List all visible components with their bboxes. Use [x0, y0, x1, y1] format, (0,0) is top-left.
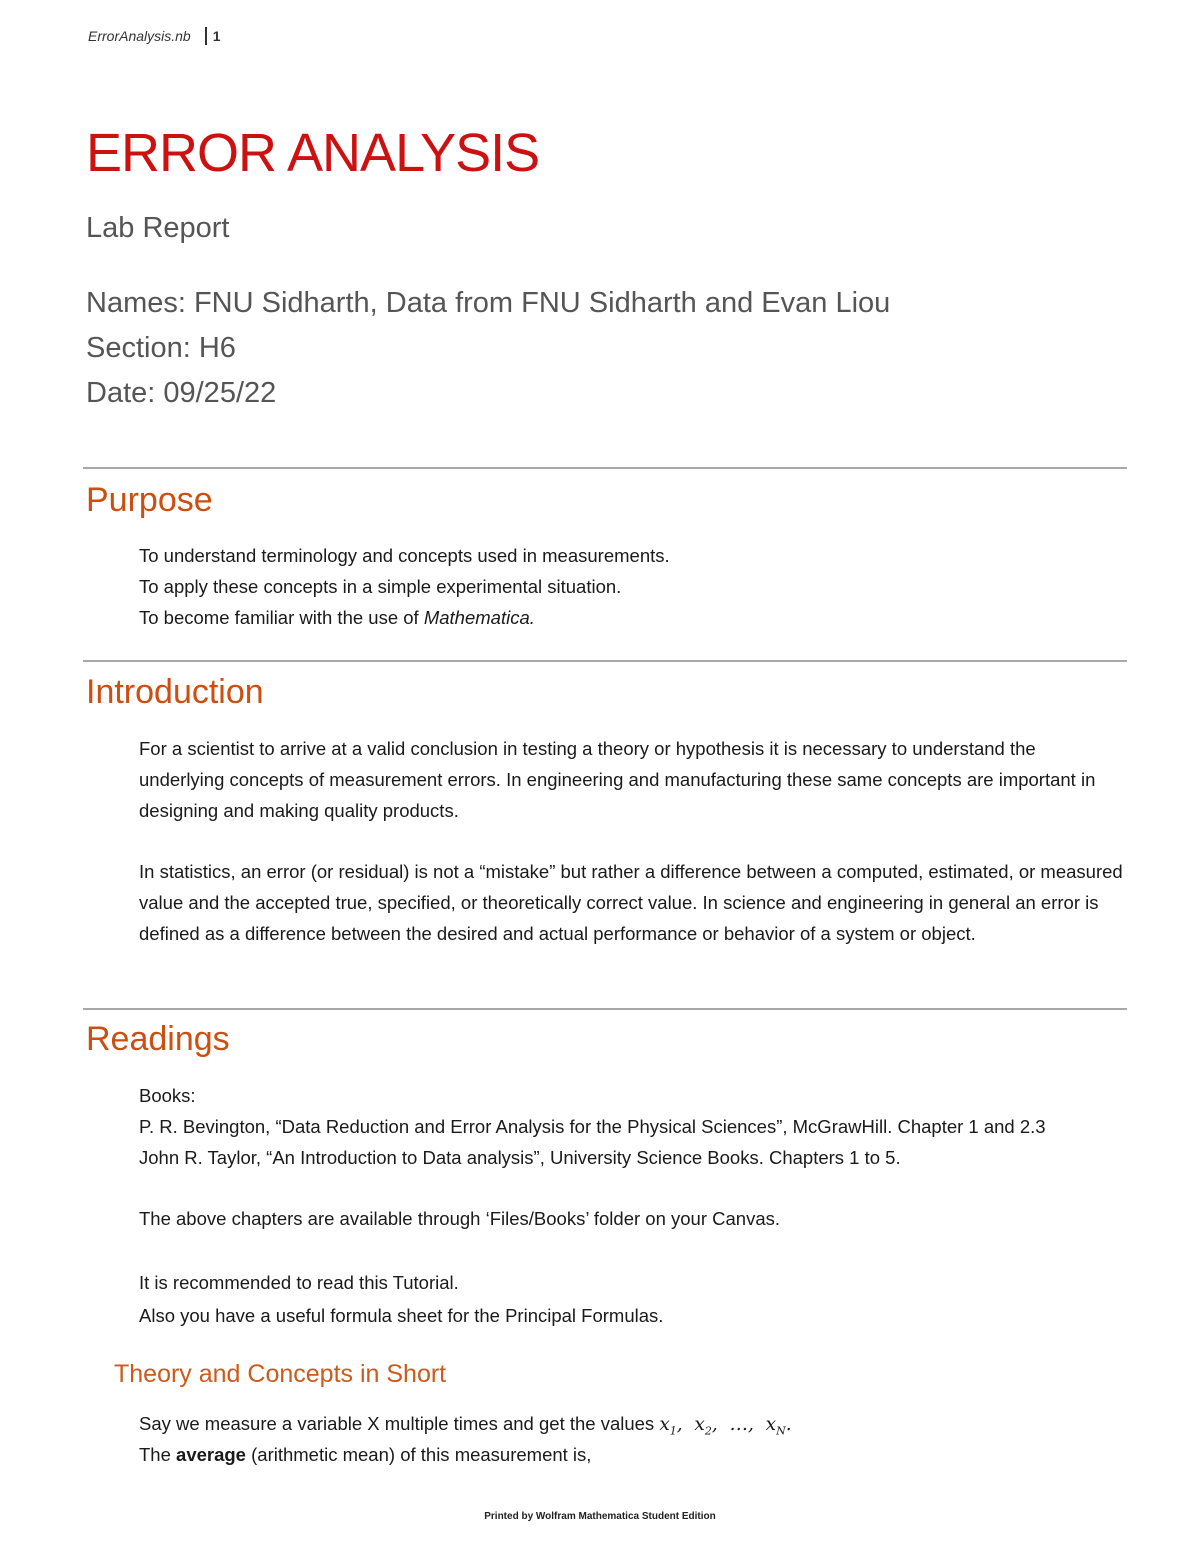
meta-date: Date: 09/25/22: [86, 377, 277, 409]
theory-line-2-prefix: The: [139, 1444, 177, 1465]
document-title: ERROR ANALYSIS: [86, 123, 540, 183]
header-page-number: 1: [212, 28, 221, 44]
values-formula: $x_1$, $x_2$, …, $x_N$.: [659, 1414, 792, 1438]
section-divider: [83, 467, 1127, 469]
average-bold: average: [176, 1444, 246, 1465]
purpose-line-3: [139, 607, 535, 629]
section-divider: [83, 660, 1127, 662]
theory-line-1-text: Say we measure a variable X multiple times and get the values: [139, 1413, 660, 1434]
readings-tutorial-note: It is recommended to read this Tutorial.: [139, 1272, 459, 1293]
purpose-line-1: To understand terminology and concepts used in measurements.: [139, 545, 670, 566]
theory-line-2-suffix: (arithmetic mean) of this measurement is,: [245, 1444, 592, 1465]
document-subtitle: Lab Report: [86, 212, 230, 244]
meta-names: Names: FNU Sidharth, Data from FNU Sidharth and Evan Liou: [86, 287, 891, 319]
purpose-heading: Purpose: [86, 481, 213, 519]
page-footer: Printed by Wolfram Mathematica Student Edition: [484, 1511, 716, 1522]
readings-heading: Readings: [86, 1020, 230, 1058]
section-divider: [83, 1008, 1127, 1010]
introduction-paragraph-1: For a scientist to arrive at a valid conclusion in testing a theory or hypothesis it is necessary to understand the underlying concepts of measurement errors. In engineering and manufacturing these same concepts are important in designing and making quality products.: [139, 738, 1096, 821]
readings-canvas-note: The above chapters are available through ‘Files/Books’ folder on your Canvas.: [139, 1208, 781, 1229]
meta-section: Section: H6: [86, 332, 236, 364]
purpose-line-2: To apply these concepts in a simple experimental situation.: [139, 576, 622, 597]
theory-line-1: [139, 1413, 792, 1438]
header-divider: [205, 27, 207, 45]
readings-formula-note: Also you have a useful formula sheet for the Principal Formulas.: [139, 1305, 664, 1326]
introduction-heading: Introduction: [86, 673, 264, 711]
mathematica-italic: Mathematica.: [423, 607, 535, 628]
theory-line-2: [139, 1444, 591, 1466]
header-filename: ErrorAnalysis.nb: [88, 28, 191, 44]
theory-heading: Theory and Concepts in Short: [114, 1360, 447, 1388]
readings-book-2: John R. Taylor, “An Introduction to Data analysis”, University Science Books. Chapters 1 to 5.: [139, 1147, 901, 1168]
page-header: [88, 27, 221, 45]
readings-book-1: P. R. Bevington, “Data Reduction and Error Analysis for the Physical Sciences”, McGrawHill. Chapter 1 and 2.3: [139, 1116, 1046, 1137]
purpose-line-3-text: To become familiar with the use of: [139, 607, 424, 628]
readings-books-label: Books:: [139, 1085, 196, 1106]
introduction-paragraph-2: In statistics, an error (or residual) is not a “mistake” but rather a difference between a computed, estimated, or measured value and the accepted true, specified, or theoretically correct value. In science and engineering in general an error is defined as a difference between the desired and actual performance or behavior of a system or object.: [139, 861, 1123, 944]
